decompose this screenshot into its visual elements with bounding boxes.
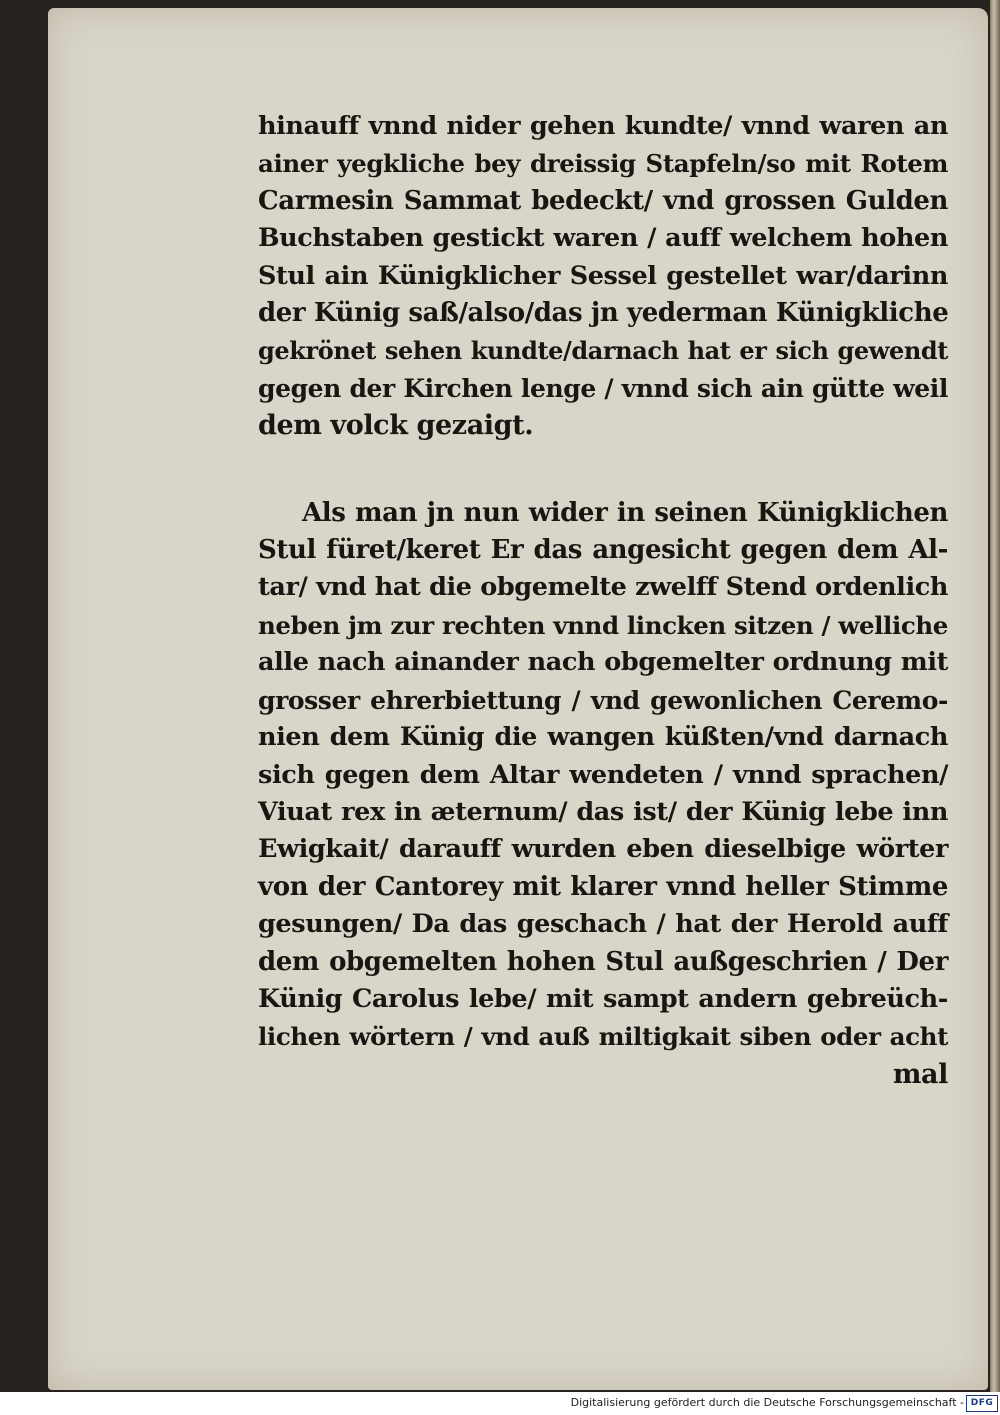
- page-text: [258, 108, 948, 1093]
- catchword: mal: [892, 1058, 948, 1090]
- text-line: dem obgemelten hohen Stul außgeschrien / Der: [258, 946, 948, 977]
- text-line: Viuat rex in æternum/ das ist/ der Künig lebe inn: [258, 796, 948, 827]
- page-edge: [990, 0, 1000, 1392]
- text-line: nien dem Künig die wangen küßten/vnd darnach: [258, 722, 948, 753]
- text-line: Künig Carolus lebe/ mit sampt andern gebreüch-: [258, 983, 948, 1014]
- paragraph-gap: [258, 445, 948, 495]
- text-line: gesungen/ Da das geschach / hat der Herold auff: [258, 909, 948, 940]
- text-line: Als man jn nun wider in seinen Künigklichen: [302, 497, 948, 528]
- paragraph-1: [258, 108, 948, 445]
- paragraph-2: [258, 495, 948, 1094]
- text-line: neben jm zur rechten vnnd lincken sitzen / welliche: [258, 610, 948, 640]
- text-line: Stul ain Künigklicher Sessel gestellet war/darinn: [258, 260, 948, 291]
- text-line: ainer yegkliche bey dreissig Stapfeln/so mit Rotem: [258, 149, 948, 179]
- text-line: Carmesin Sammat bedeckt/ vnd grossen Gulden: [258, 185, 948, 216]
- text-line: der Künig saß/also/das jn yederman Künigkliche: [258, 298, 949, 329]
- text-line: gegen der Kirchen lenge / vnnd sich ain gütte weil: [258, 373, 948, 403]
- text-line: alle nach ainander nach obgemelter ordnung mit: [258, 647, 948, 678]
- text-line: grosser ehrerbiettung / vnd gewonlichen Ceremo-: [258, 685, 948, 715]
- text-line: Buchstaben gestickt waren / auff welchem hohen: [258, 223, 948, 254]
- text-line: lichen wörtern / vnd auß miltigkait siben oder acht: [258, 1022, 948, 1052]
- text-line: von der Cantorey mit klarer vnnd heller Stimme: [258, 871, 948, 902]
- text-line: Stul füret/keret Er das angesicht gegen dem Al-: [258, 535, 948, 566]
- text-line: Ewigkait/ darauff wurden eben dieselbige wörter: [258, 834, 948, 865]
- footer-credit: Digitalisierung gefördert durch die Deutsche Forschungsgemeinschaft -: [570, 1396, 964, 1409]
- dfg-logo-icon: DFG: [966, 1395, 998, 1412]
- text-line: tar/ vnd hat die obgemelte zwelff Stend ordenlich: [258, 572, 948, 603]
- text-line: dem volck gezaigt.: [258, 410, 534, 442]
- footer-bar: [0, 1392, 1000, 1415]
- text-line: gekrönet sehen kundte/darnach hat er sich gewendt: [258, 336, 948, 366]
- text-line: hinauff vnnd nider gehen kundte/ vnnd waren an: [258, 111, 948, 141]
- text-line: sich gegen dem Altar wendeten / vnnd sprachen/: [258, 759, 948, 790]
